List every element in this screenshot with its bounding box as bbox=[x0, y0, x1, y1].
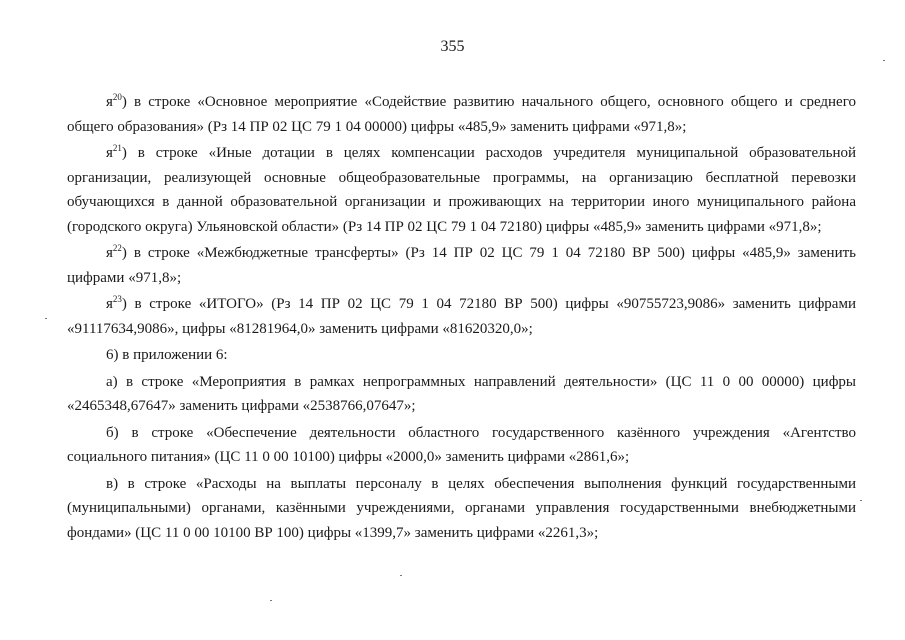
paragraph-b bbox=[67, 421, 856, 470]
paragraph-v bbox=[67, 472, 856, 546]
paragraph-ya20 bbox=[67, 90, 856, 139]
paragraph-text: ) в строке «Основное мероприятие «Содействие развитию начального общего, основного общего и среднего общего образования» (Рз 14 ПР 02 ЦС 79 1 04 00000) цифры «485,9» заменить цифрами «971,8»; bbox=[67, 94, 856, 135]
document-body bbox=[67, 90, 856, 547]
paragraph-text: 6) в приложении 6: bbox=[106, 347, 228, 363]
item-letter: я bbox=[106, 245, 113, 261]
scan-speck bbox=[400, 575, 402, 576]
paragraph-text: в) в строке «Расходы на выплаты персоналу в целях обеспечения выполнения функций государственными (муниципальными) органами, казёнными учреждениями, органами управления государственными внебюджетными фондами» (ЦС 11 0 00 10100 ВР 100) цифры «1399,7» заменить цифрами «2261,3»; bbox=[67, 475, 856, 541]
item-letter: я bbox=[106, 94, 113, 110]
page-number: 355 bbox=[440, 38, 465, 55]
item-superscript: 20 bbox=[112, 92, 122, 102]
scan-speck bbox=[883, 60, 885, 61]
paragraph-text: ) в строке «ИТОГО» (Рз 14 ПР 02 ЦС 79 1 04 72180 ВР 500) цифры «90755723,9086» заменить цифрами «91117634,9086», цифры «81281964,0» заменить цифрами «81620320,0»; bbox=[67, 296, 856, 337]
paragraph-text: а) в строке «Мероприятия в рамках непрограммных направлений деятельности» (ЦС 11 0 00 00000) цифры «2465348,67647» заменить цифрами «2538766,07647»; bbox=[67, 373, 856, 414]
paragraph-ya23 bbox=[67, 292, 856, 341]
scan-speck bbox=[45, 318, 47, 319]
item-superscript: 22 bbox=[112, 243, 122, 253]
paragraph-ya21 bbox=[67, 141, 856, 239]
item-superscript: 23 bbox=[112, 294, 122, 304]
item-letter: я bbox=[106, 145, 113, 161]
item-letter: я bbox=[106, 296, 113, 312]
paragraph-ya22 bbox=[67, 241, 856, 290]
item-superscript: 21 bbox=[112, 143, 122, 153]
paragraph-text: б) в строке «Обеспечение деятельности областного государственного казённого учреждения «Агентство социального питания» (ЦС 11 0 00 10100) цифры «2000,0» заменить цифрами «2861,6»; bbox=[67, 424, 856, 465]
scan-speck bbox=[860, 500, 862, 501]
paragraph-appendix-6 bbox=[67, 343, 856, 368]
scan-speck bbox=[270, 600, 272, 601]
paragraph-text: ) в строке «Иные дотации в целях компенсации расходов учредителя муниципальной образовательной организации, реализующей основные общеобразовательные программы, на организацию бесплатной перевозки обучающихся в данной образовательной организации и проживающих на территории иного муниципального района (городского округа) Ульяновской области» (Рз 14 ПР 02 ЦС 79 1 04 72180) цифры «485,9» заменить цифрами «971,8»; bbox=[67, 145, 856, 235]
paragraph-text: ) в строке «Межбюджетные трансферты» (Рз 14 ПР 02 ЦС 79 1 04 72180 ВР 500) цифры «485,9» заменить цифрами «971,8»; bbox=[67, 245, 856, 286]
paragraph-a bbox=[67, 370, 856, 419]
